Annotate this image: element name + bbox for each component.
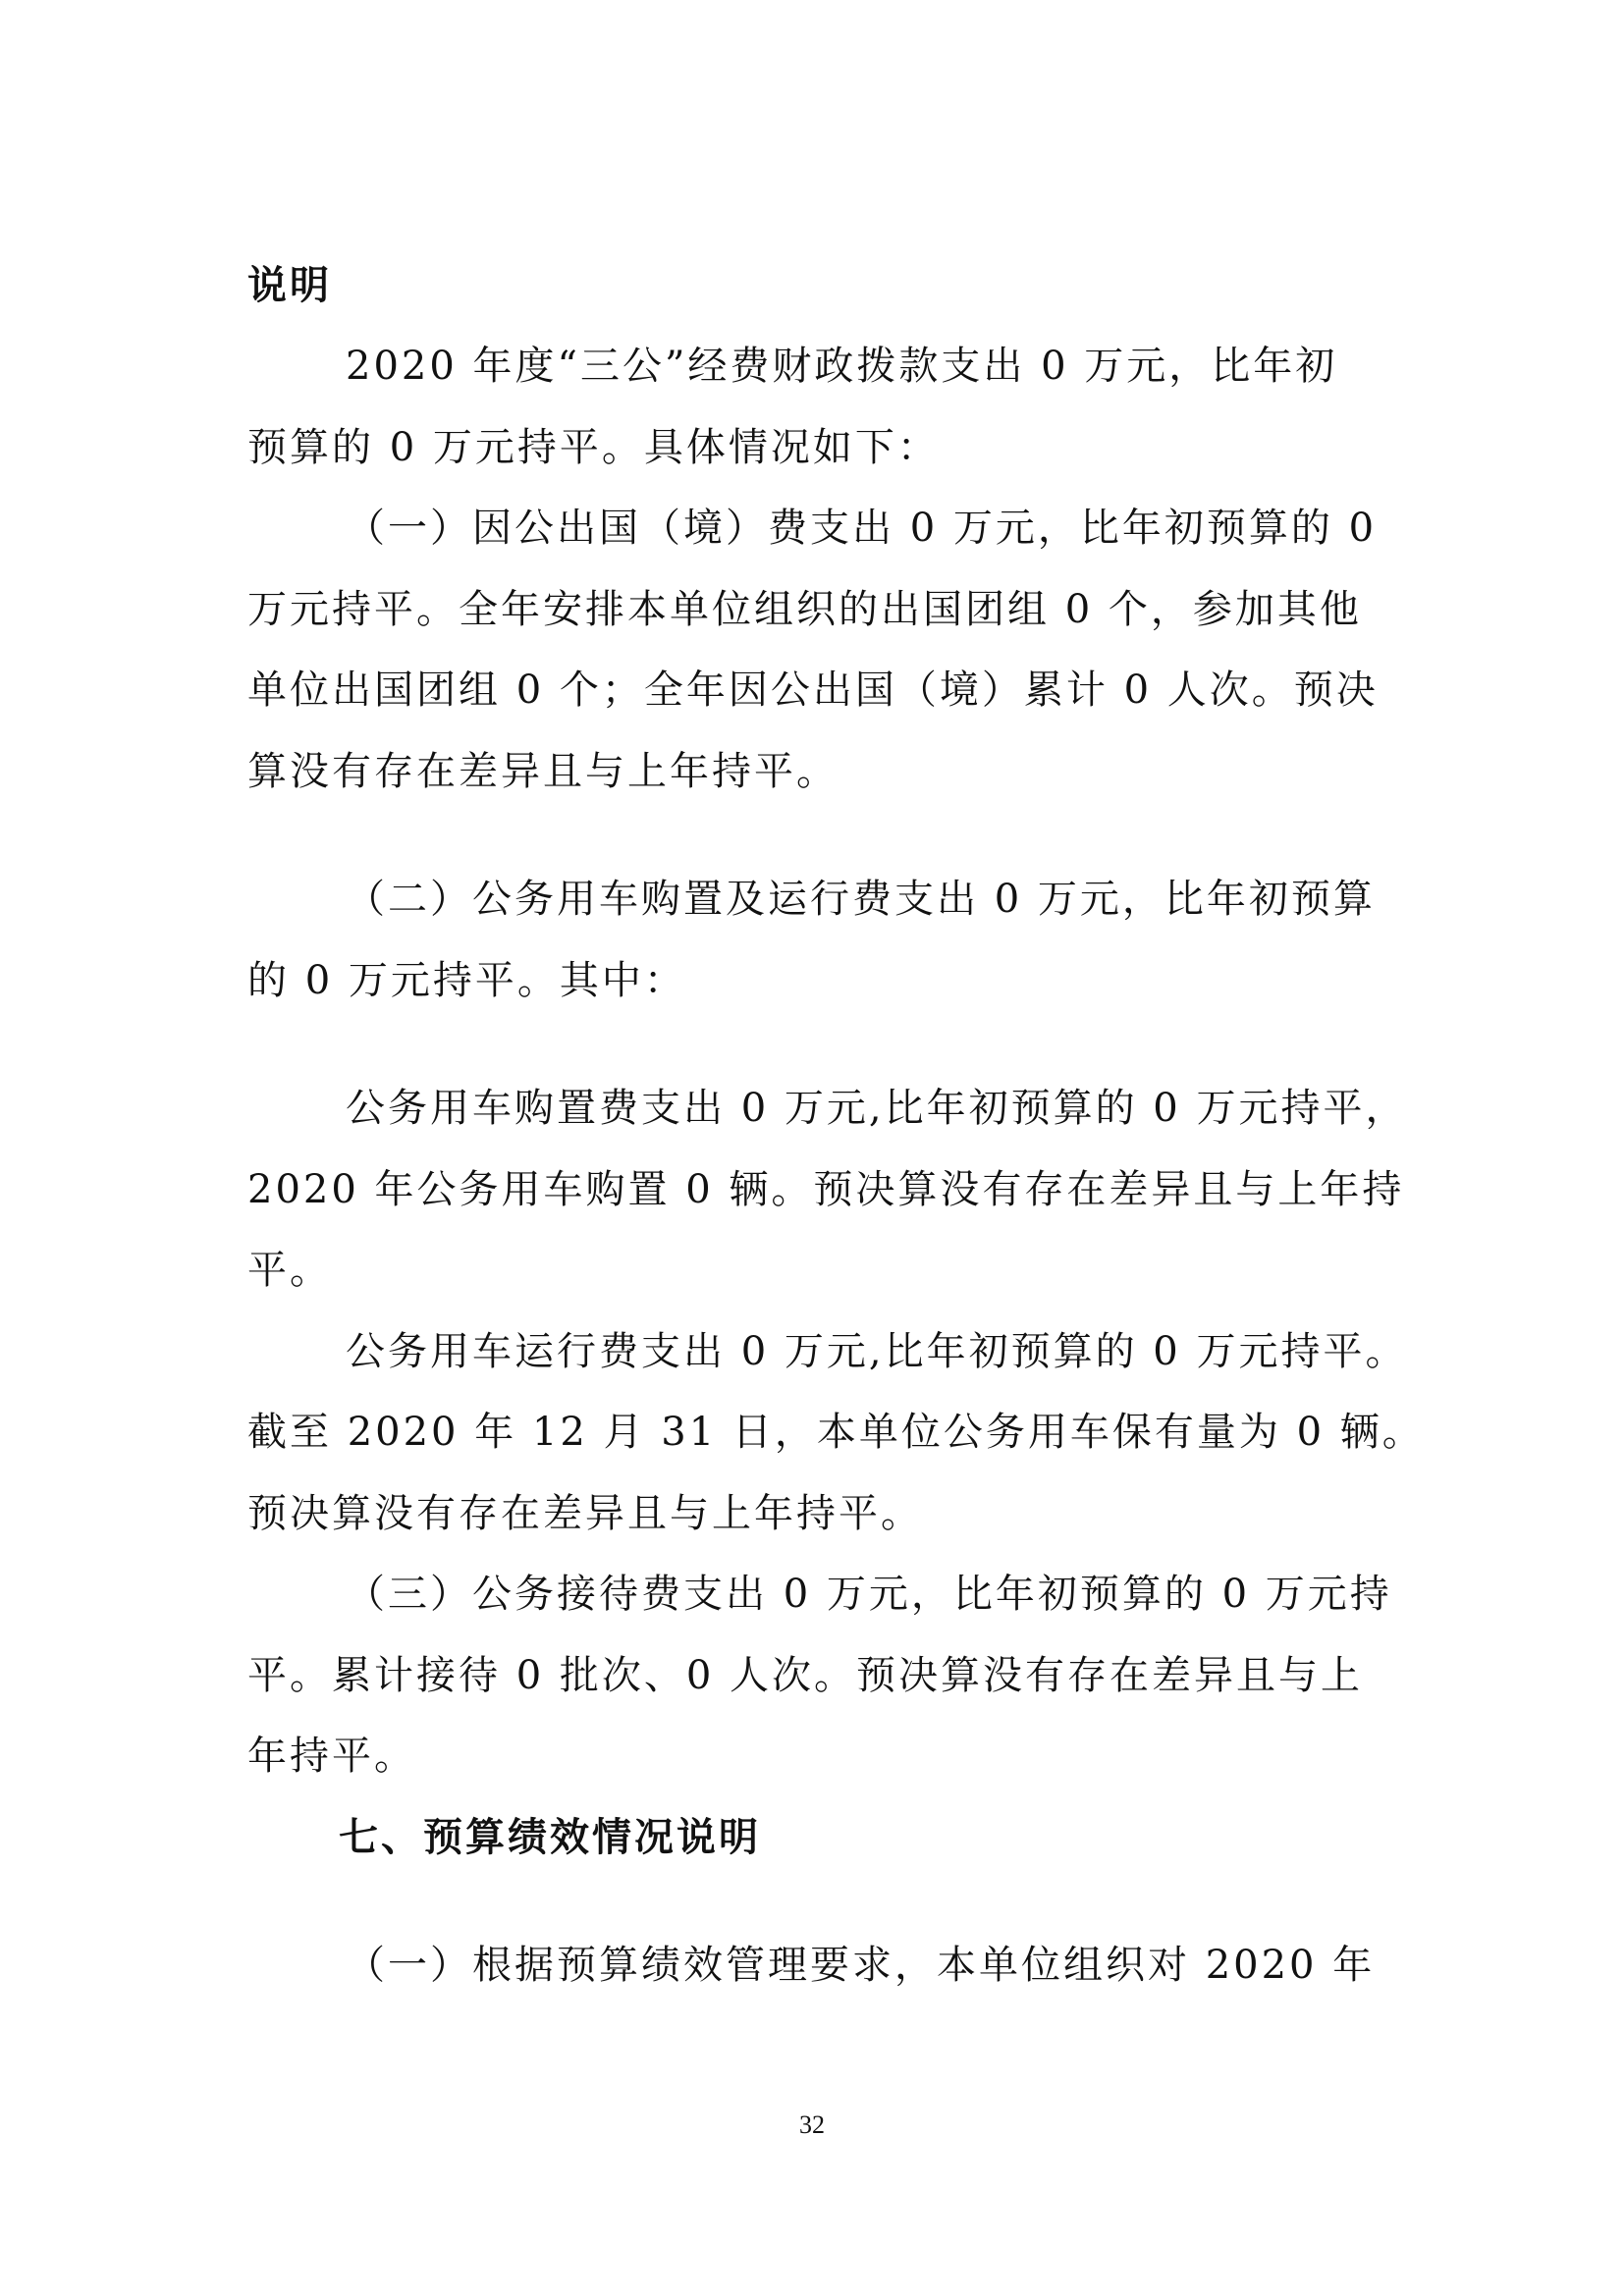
paragraph-line: 公务用车购置费支出 0 万元,比年初预算的 0 万元持平， bbox=[346, 1086, 1408, 1131]
paragraph-line: 万元持平。全年安排本单位组织的出国团组 0 个，参加其他 bbox=[247, 587, 1362, 632]
page-number: 32 bbox=[799, 2110, 825, 2139]
paragraph-line: 算没有存在差异且与上年持平。 bbox=[247, 749, 839, 794]
paragraph-line: （二）公务用车购置及运行费支出 0 万元，比年初预算 bbox=[346, 877, 1376, 922]
paragraph-line: 的 0 万元持平。其中： bbox=[247, 958, 686, 1003]
paragraph-line: 年持平。 bbox=[247, 1734, 416, 1779]
section-heading: 七、预算绩效情况说明 bbox=[339, 1815, 761, 1860]
heading-shuoming: 说明 bbox=[247, 263, 332, 308]
paragraph-line: 平。累计接待 0 批次、0 人次。预决算没有存在差异且与上 bbox=[247, 1653, 1364, 1698]
paragraph-line: 截至 2020 年 12 月 31 日，本单位公务用车保有量为 0 辆。 bbox=[247, 1410, 1425, 1455]
paragraph-line: 预算的 0 万元持平。具体情况如下： bbox=[247, 425, 940, 470]
paragraph-line: （一）根据预算绩效管理要求，本单位组织对 2020 年 bbox=[346, 1943, 1376, 1988]
paragraph-line: （一）因公出国（境）费支出 0 万元，比年初预算的 0 bbox=[346, 506, 1378, 551]
paragraph-line: 公务用车运行费支出 0 万元,比年初预算的 0 万元持平。 bbox=[346, 1329, 1408, 1374]
paragraph-line: 预决算没有存在差异且与上年持平。 bbox=[247, 1491, 923, 1536]
paragraph-line: 2020 年度“三公”经费财政拨款支出 0 万元，比年初 bbox=[346, 344, 1338, 389]
paragraph-line: 2020 年公务用车购置 0 辆。预决算没有存在差异且与上年持 bbox=[247, 1167, 1405, 1212]
paragraph-line: （三）公务接待费支出 0 万元，比年初预算的 0 万元持 bbox=[346, 1572, 1392, 1617]
paragraph-line: 单位出国团组 0 个；全年因公出国（境）累计 0 人次。预决 bbox=[247, 667, 1379, 713]
paragraph-line: 平。 bbox=[247, 1248, 332, 1293]
